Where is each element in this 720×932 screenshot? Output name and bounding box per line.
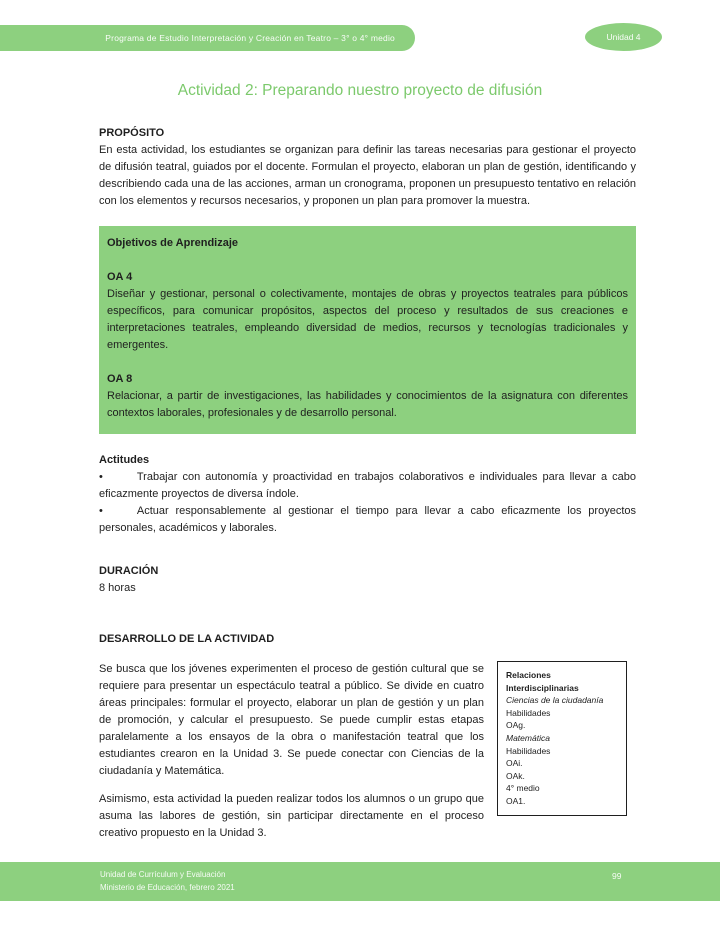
sidebar-line: Habilidades	[506, 707, 551, 718]
spacer	[107, 354, 628, 371]
footer-line2: Ministerio de Educación, febrero 2021	[100, 882, 235, 892]
sidebar-line: Ciencias de la ciudadanía	[506, 695, 604, 706]
desarrollo-heading: DESARROLLO DE LA ACTIVIDAD	[99, 633, 275, 645]
main-content	[99, 125, 636, 842]
sidebar-line: OAk.	[506, 770, 525, 781]
page-title: Actividad 2: Preparando nuestro proyecto de difusión	[177, 82, 543, 99]
unit-badge-label: Unidad 4	[606, 32, 641, 42]
sidebar-heading: Relaciones Interdisciplinarias	[506, 670, 579, 693]
bullet-icon: •	[99, 505, 103, 517]
actitudes-section	[99, 452, 636, 537]
desarrollo-paragraph: Asimismo, esta actividad la pueden realizar todos los alumnos o un grupo que asuma las labores de gestión, sin participar directamente en el proceso creativo propuesto en la Unidad 3.	[99, 793, 484, 839]
actitudes-item	[99, 469, 636, 503]
actitudes-item	[99, 503, 636, 537]
actitudes-item-text: Trabajar con autonomía y proactividad en trabajos colaborativos e individuales para llevar a cabo eficazmente proyectos de diversa índole.	[99, 471, 636, 500]
bullet-icon: •	[99, 471, 103, 483]
desarrollo-paragraph: Se busca que los jóvenes experimenten el proceso de gestión cultural que se requiere para presentar un espectáculo teatral a público. Se divide en cuatro áreas principales: formular el proyecto, elaborar un plan de gestión y un plan de promoción, y calcular el presupuesto. Se puede cumplir estas etapas paralelamente a los ensayos de la obra o manifestación teatral que los estudiantes crearon en la Unidad 3. Se puede conectar con Ciencias de la ciudadanía y Matemática.	[99, 663, 484, 777]
sidebar-line: Habilidades	[506, 745, 551, 756]
header-program-bar	[0, 25, 415, 51]
objetivos-heading: Objetivos de Aprendizaje	[107, 237, 239, 249]
sidebar-line: OA1.	[506, 795, 526, 806]
objetivos-box	[99, 226, 636, 434]
page-number: 99	[612, 871, 622, 881]
oa4-text: Diseñar y gestionar, personal o colectivamente, montajes de obras y proyectos teatrales para públicos específicos, para comunicar propósitos, aspectos del proceso y resultados de sus creaciones e interpretaciones teatrales, empleando diversidad de medios, recursos y tecnologías tradicionales y emergentes.	[107, 288, 628, 351]
header-program-title: Programa de Estudio Interpretación y Creación en Teatro – 3° o 4° medio	[105, 33, 395, 43]
oa8-code: OA 8	[107, 373, 133, 385]
actitudes-heading: Actitudes	[99, 454, 150, 466]
duracion-heading: DURACIÓN	[99, 565, 159, 577]
sidebar-line: OAi.	[506, 758, 523, 769]
duracion-section	[99, 563, 636, 597]
sidebar-line: OAg.	[506, 720, 526, 731]
relaciones-interdisciplinarias-box	[497, 661, 627, 816]
actitudes-item-text: Actuar responsablemente al gestionar el tiempo para llevar a cabo eficazmente los proyectos personales, académicos y laborales.	[99, 505, 636, 534]
sidebar-line: Matemática	[506, 732, 550, 743]
desarrollo-text-column	[99, 661, 484, 842]
proposito-heading: PROPÓSITO	[99, 127, 165, 139]
duracion-value: 8 horas	[99, 582, 136, 594]
footer-line1: Unidad de Currículum y Evaluación	[100, 870, 226, 879]
spacer	[107, 252, 628, 269]
unit-badge	[585, 23, 662, 51]
oa8-text: Relacionar, a partir de investigaciones, las habilidades y conocimientos de la asignatura con diferentes contextos laborales, profesionales y de desarrollo personal.	[107, 390, 628, 419]
oa4-code: OA 4	[107, 271, 133, 283]
proposito-paragraph: En esta actividad, los estudiantes se organizan para definir las tareas necesarias para gestionar el proyecto de difusión teatral, guiados por el docente. Formulan el proyecto, elaboran un plan de gestión, identificando y describiendo cada una de las acciones, arman un cronograma, proponen un presupuesto tentativo en relación con los elementos y recursos necesarios, y proponen un plan para promover la muestra.	[99, 144, 636, 207]
sidebar-line: 4° medio	[506, 783, 540, 794]
footer-bar	[0, 862, 720, 901]
footer-text	[100, 869, 235, 894]
desarrollo-body	[99, 661, 636, 842]
